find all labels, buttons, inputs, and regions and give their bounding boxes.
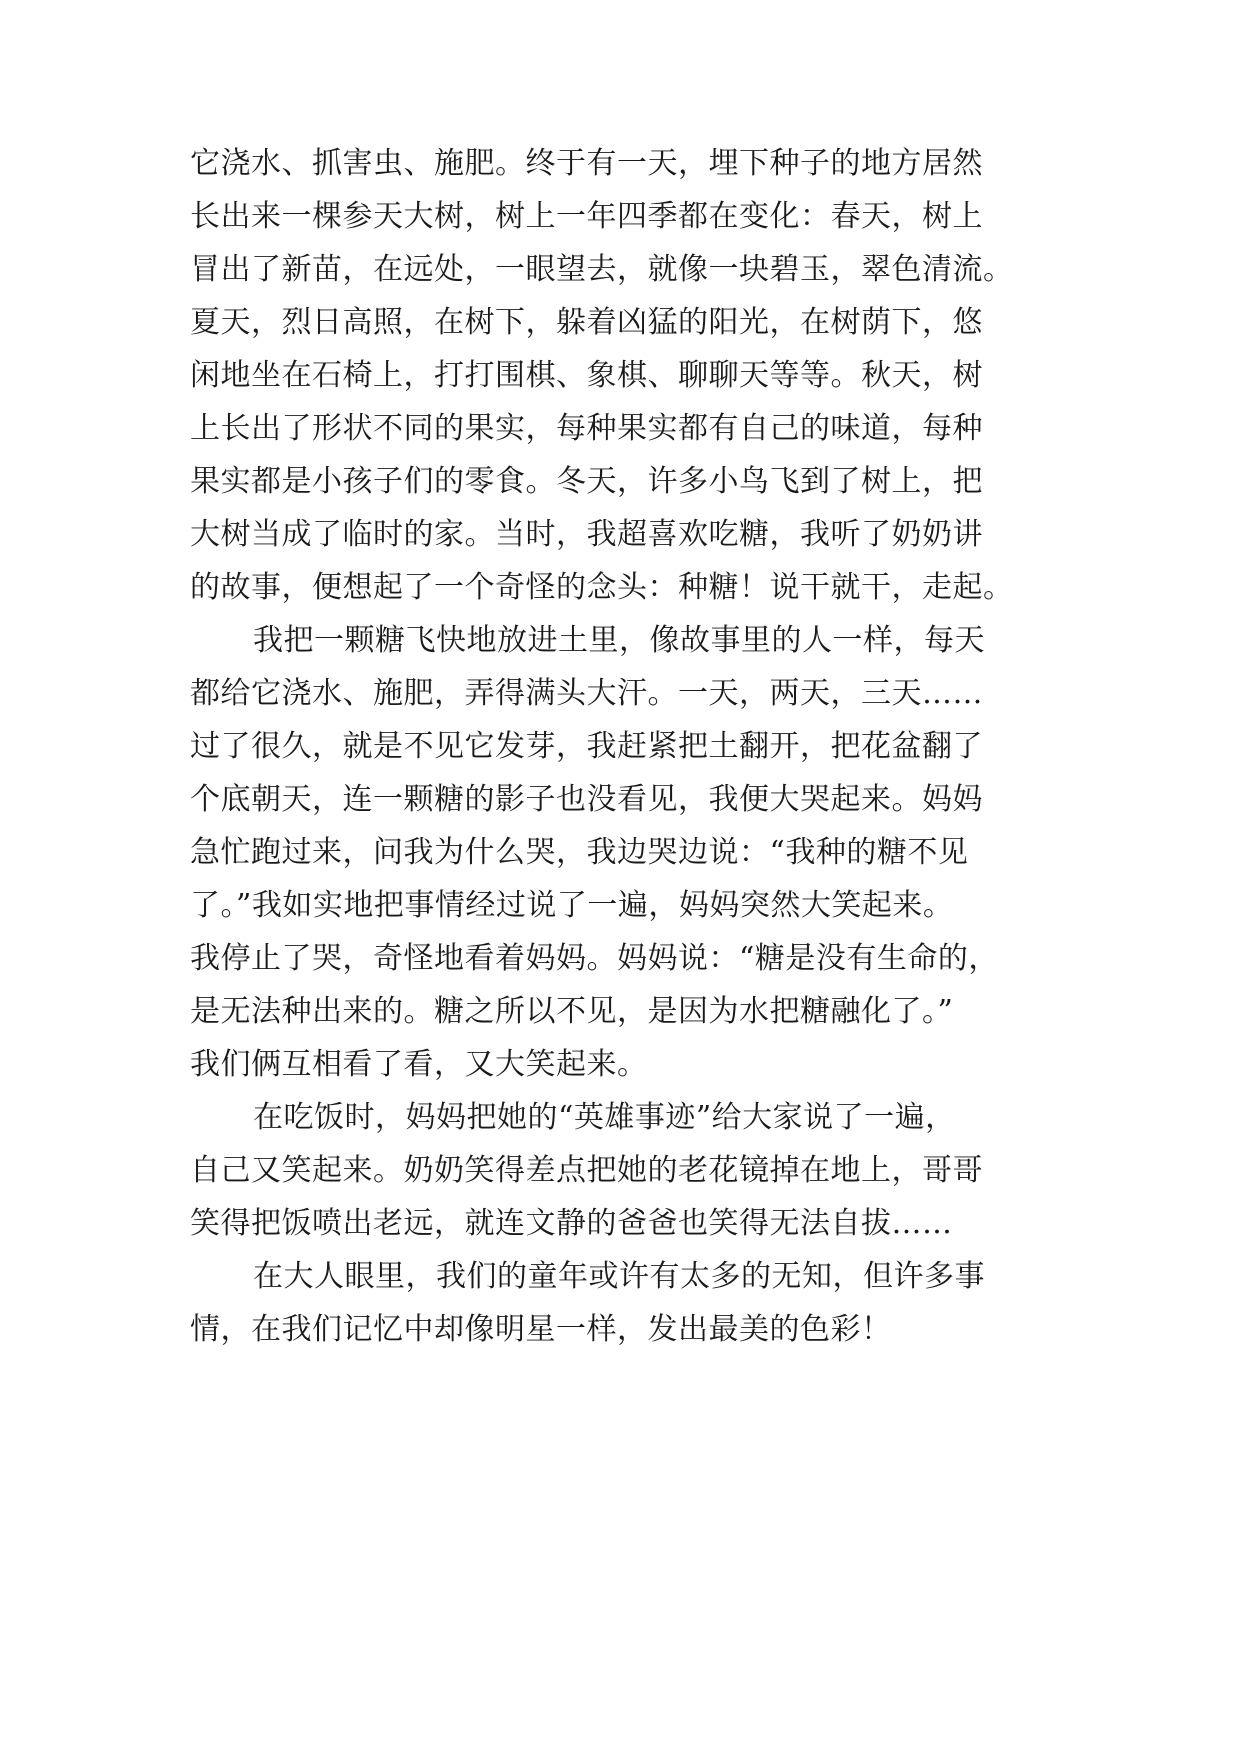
text-line: 过了很久，就是不见它发芽，我赶紧把土翻开，把花盆翻了: [190, 729, 983, 764]
text-line: 上长出了形状不同的果实，每种果实都有自己的味道，每种: [190, 411, 983, 446]
paragraph-first-line: 在大人眼里，我们的童年或许有太多的无知，但许多事: [253, 1259, 985, 1294]
text-line: 情，在我们记忆中却像明星一样，发出最美的色彩！: [190, 1312, 892, 1347]
text-line: 大树当成了临时的家。当时，我超喜欢吃糖，我听了奶奶讲: [190, 517, 983, 552]
text-line: 都给它浇水、施肥，弄得满头大汗。一天，两天，三天……: [190, 676, 983, 711]
text-line: 冒出了新苗，在远处，一眼望去，就像一块碧玉，翠色清流。: [190, 252, 1014, 287]
text-line: 我们俩互相看了看，又大笑起来。: [190, 1047, 648, 1082]
text-line: 闲地坐在石椅上，打打围棋、象棋、聊聊天等等。秋天，树: [190, 358, 983, 393]
text-line: 了。”我如实地把事情经过说了一遍，妈妈突然大笑起来。: [190, 888, 954, 923]
text-line: 是无法种出来的。糖之所以不见，是因为水把糖融化了。”: [190, 994, 954, 1029]
text-line: 夏天，烈日高照，在树下，躲着凶猛的阳光，在树荫下，悠: [190, 305, 983, 340]
paragraph-first-line: 我把一颗糖飞快地放进土里，像故事里的人一样，每天: [253, 623, 985, 658]
text-line: 急忙跑过来，问我为什么哭，我边哭边说：“我种的糖不见: [190, 835, 969, 870]
text-line: 的故事，便想起了一个奇怪的念头：种糖！说干就干，走起。: [190, 570, 1014, 605]
text-line: 我停止了哭，奇怪地看着妈妈。妈妈说：“糖是没有生命的，: [190, 941, 999, 976]
text-line: 笑得把饭喷出老远，就连文静的爸爸也笑得无法自拔……: [190, 1206, 953, 1241]
text-line: 它浇水、抓害虫、施肥。终于有一天，埋下种子的地方居然: [190, 146, 983, 181]
text-line: 个底朝天，连一颗糖的影子也没看见，我便大哭起来。妈妈: [190, 782, 983, 817]
text-line: 自己又笑起来。奶奶笑得差点把她的老花镜掉在地上，哥哥: [190, 1153, 983, 1188]
text-line: 长出来一棵参天大树，树上一年四季都在变化：春天，树上: [190, 199, 983, 234]
text-line: 果实都是小孩子们的零食。冬天，许多小鸟飞到了树上，把: [190, 464, 983, 499]
paragraph-first-line: 在吃饭时，妈妈把她的“英雄事迹”给大家说了一遍，: [253, 1100, 956, 1135]
